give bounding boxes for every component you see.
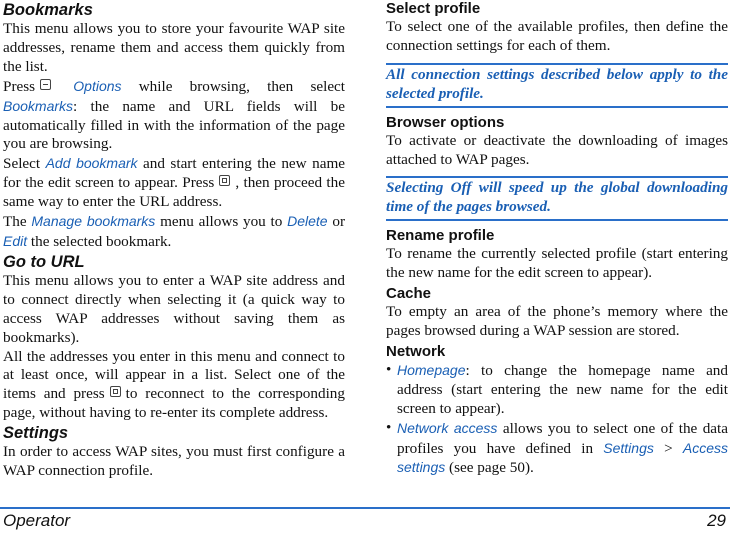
note-all-settings: All connection settings described below apply to the selected profile. — [386, 63, 728, 108]
homepage-keyword: Homepage — [397, 361, 466, 378]
bookmarks-paragraph-2: Press Options while browsing, then select Bookmarks: the name and URL fields will be automatically filled in with the information of the page you are browsing. — [3, 77, 346, 153]
rename-profile-heading: Rename profile — [386, 227, 495, 245]
left-column — [3, 0, 345, 481]
settings-keyword: Settings — [603, 439, 654, 456]
browser-options-paragraph: To activate or deactivate the downloading of images attached to WAP pages. — [386, 131, 728, 168]
manage-bookmarks-keyword: Manage bookmarks — [31, 213, 156, 230]
rename-profile-paragraph: To rename the currently selected profile (start entering the new name for the edit screen to appear). — [386, 245, 728, 282]
note-selecting-off: Selecting Off will speed up the global downloading time of the pages browsed. — [386, 176, 728, 221]
homepage-bullet: • Homepage: to change the homepage name and address (start entering the new name for the edit screen to appear). — [386, 361, 728, 419]
browser-options-heading: Browser options — [386, 113, 505, 131]
goto-paragraph-1: This menu allows you to enter a WAP site address and to connect directly when selecting it (a quick way to access WAP addresses without saving them as bookmarks). — [3, 271, 345, 346]
network-access-bullet: • Network access allows you to select one of the data profiles you have defined in Settings > Access settings (see page 50). — [386, 419, 728, 479]
bookmarks-heading: Bookmarks — [3, 1, 93, 19]
options-keyword: Options — [73, 77, 122, 94]
right-column — [386, 0, 728, 478]
ok-key-icon — [219, 175, 230, 186]
network-access-keyword: Network access — [397, 419, 498, 436]
delete-keyword: Delete — [287, 213, 328, 230]
goto-paragraph-2: All the addresses you enter in this menu and connect to at least once, will appear in a list. Select one of the items and press to reconnect to the corresponding page, without having to re-enter its complete address. — [3, 347, 345, 422]
select-profile-paragraph: To select one of the available profiles, then define the connection settings for each of them. — [386, 18, 728, 54]
bookmarks-paragraph-4: The Manage bookmarks menu allows you to Delete or Edit the selected bookmark. — [3, 213, 346, 250]
footer-rule — [0, 507, 730, 509]
goto-url-heading: Go to URL — [3, 252, 85, 271]
select-profile-heading: Select profile — [386, 0, 481, 17]
bookmarks-keyword: Bookmarks — [3, 97, 74, 114]
footer-section-title: Operator — [3, 511, 71, 530]
edit-keyword: Edit — [3, 232, 28, 249]
cache-paragraph: To empty an area of the phone’s memory where the pages browsed during a WAP session are stored. — [386, 303, 728, 339]
network-heading: Network — [386, 342, 446, 360]
add-bookmark-keyword: Add bookmark — [45, 155, 138, 172]
menu-key-icon — [40, 79, 51, 90]
bookmarks-paragraph-3: Select Add bookmark and start entering the new name for the edit screen to appear. Press , then proceed the same way to enter the URL address. — [3, 155, 345, 211]
access-settings-keyword: Access settings — [397, 439, 729, 476]
bookmarks-paragraph-1: This menu allows you to store your favourite WAP site addresses, rename them and access them quickly from the list. — [3, 20, 345, 75]
cache-heading: Cache — [386, 285, 432, 303]
page-number: 29 — [707, 511, 726, 530]
ok-key-icon — [110, 386, 121, 397]
settings-paragraph: In order to access WAP sites, you must first configure a WAP connection profile. — [3, 443, 345, 480]
settings-heading: Settings — [3, 424, 69, 443]
